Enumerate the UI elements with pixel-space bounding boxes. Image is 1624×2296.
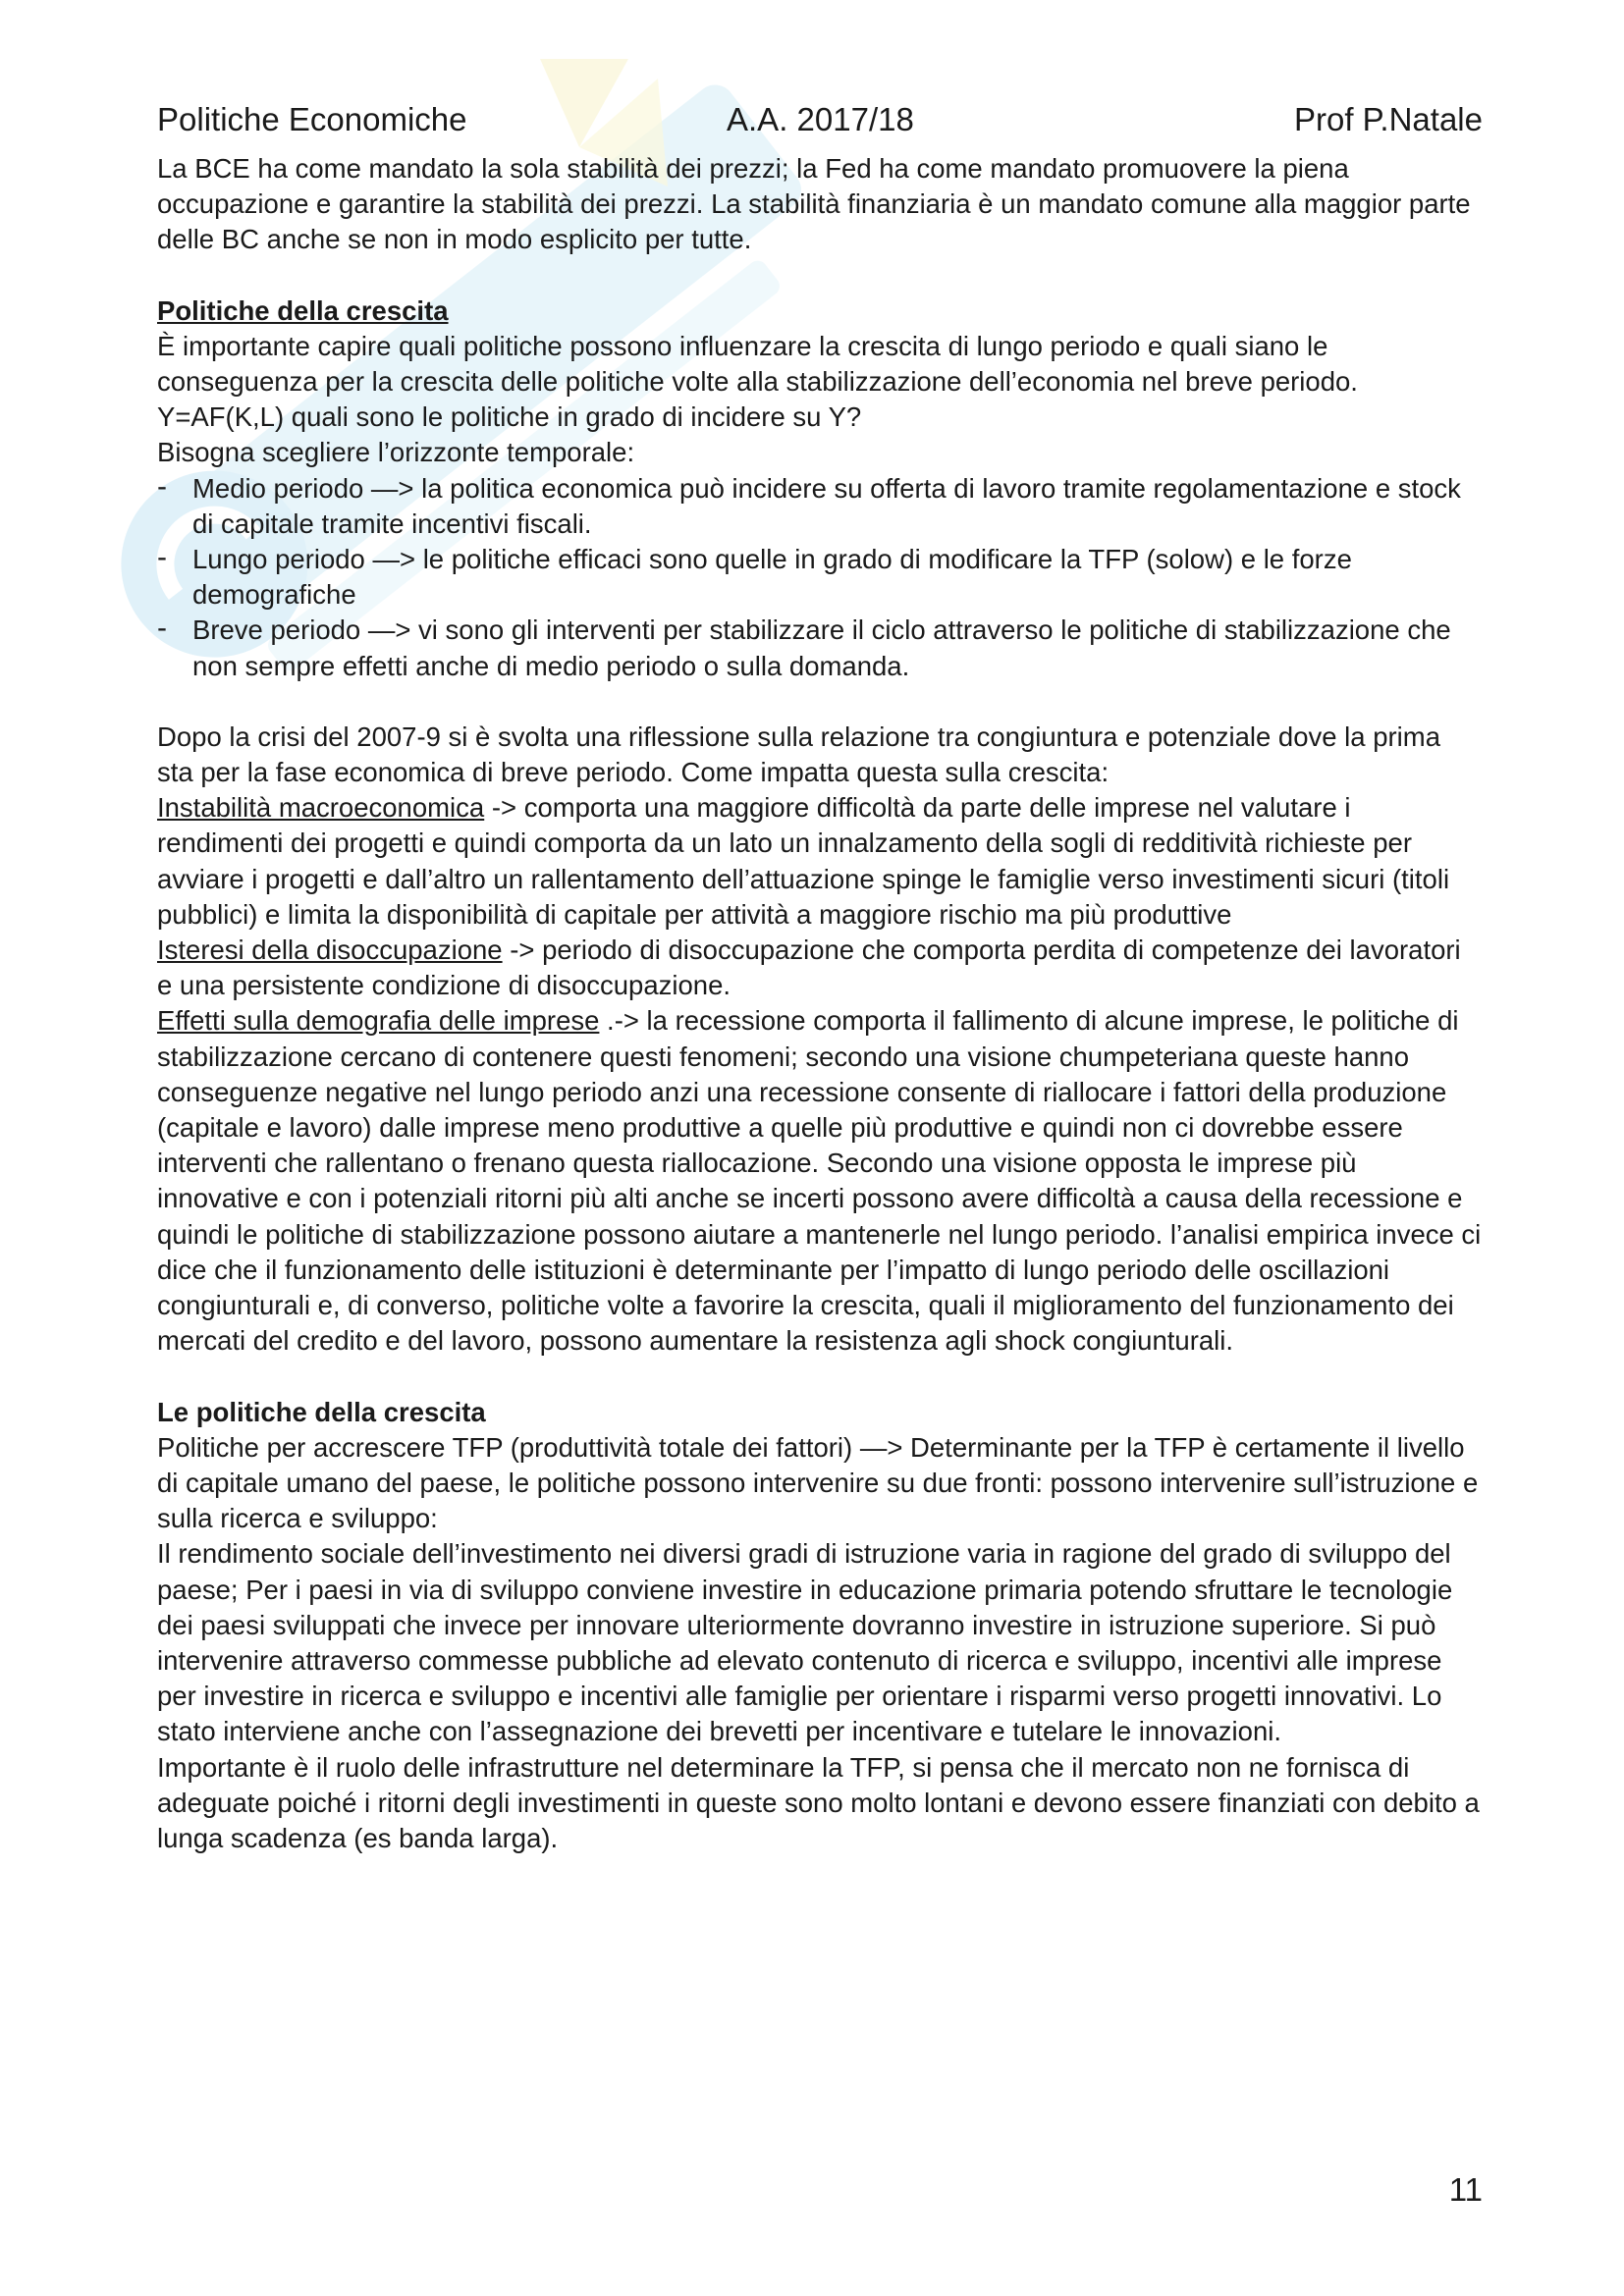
list-item-text: Lungo periodo —> le politiche efficaci sono quelle in grado di modificare la TFP (solow) e le forze demografiche (192, 544, 1352, 611)
paragraph-tfp: Politiche per accrescere TFP (produttività totale dei fattori) —> Determinante per la TFP è certamente il livello di capitale umano del paese, le politiche possono intervenire su due fronti: possono intervenire sull’istruzione e sulla ricerca e sviluppo: (157, 1431, 1479, 1534)
term-instabilita: Instabilità macroeconomica (157, 792, 485, 824)
header-professor: Prof P.Natale (1293, 101, 1483, 137)
section-title-politiche-crescita: Politiche della crescita (157, 294, 449, 326)
term-isteresi: Isteresi della disoccupazione (157, 934, 503, 966)
paragraph-istruzione: Il rendimento sociale dell’investimento nei diversi gradi di istruzione varia in ragione del grado di sviluppo del paese; Per i paesi in via di sviluppo conviene investire in educazione primaria potendo sfruttare le tecnologie dei paesi sviluppati che invece per innovare ulteriormente dovranno investire in istruzione superiore. Si può intervenire attraverso commesse pubbliche ad elevato contenuto di ricerca e sviluppo, incentivi alle imprese per investire in ricerca e sviluppo e incentivi alle famiglie per orientare i risparmi verso progetti innovativi. Lo stato interviene anche con l’assegnazione dei brevetti per incentivare e tutelare le innovazioni. (157, 1538, 1453, 1747)
page-body (157, 151, 1483, 1856)
paragraph-instabilita (157, 790, 1483, 933)
paragraph-demografia (157, 1003, 1483, 1359)
page-header (157, 98, 1483, 141)
section-title-le-politiche-crescita: Le politiche della crescita (157, 1396, 486, 1427)
page-number: 11 (1448, 2171, 1483, 2208)
list-item (157, 471, 1483, 542)
list-item (157, 542, 1483, 613)
term-demografia: Effetti sulla demografia delle imprese (157, 1005, 600, 1037)
paragraph-crisi: Dopo la crisi del 2007-9 si è svolta una riflessione sulla relazione tra congiuntura e potenziale dove la prima sta per la fase economica di breve periodo. Come impatta questa sulla crescita: (157, 721, 1440, 788)
horizon-list (157, 471, 1483, 684)
paragraph-crescita-intro: È importante capire quali politiche possono influenzare la crescita di lungo periodo e quali siano le conseguenza per la crescita delle politiche volte alla stabilizzazione dell’economia nel breve periodo. Y=AF(K,L) quali sono le politiche in grado di incidere su Y? (157, 330, 1358, 433)
paragraph-orizzonte: Bisogna scegliere l’orizzonte temporale: (157, 437, 635, 468)
header-academic-year: A.A. 2017/18 (727, 101, 914, 137)
intro-paragraph: La BCE ha come mandato la sola stabilità dei prezzi; la Fed ha come mandato promuovere la piena occupazione e garantire la stabilità dei prezzi. La stabilità finanziaria è un mandato comune alla maggior parte delle BC anche se non in modo esplicito per tutte. (157, 153, 1471, 255)
instabilita-text: -> comporta una maggiore difficoltà da parte delle imprese nel valutare i rendimenti dei progetti e quindi comporta da un lato un innalzamento della sogli di redditività richieste per avviare i progetti e dall’altro un rallentamento dell’attuazione spinge le famiglie verso investimenti sicuri (titoli pubblici) e limita la disponibilità di capitale per attività a maggiore rischio ma più produttive (157, 792, 1450, 930)
paragraph-infrastrutture: Importante è il ruolo delle infrastrutture nel determinare la TFP, si pensa che il mercato non ne fornisca di adeguate poiché i ritorni degli investimenti in queste sono molto lontani e devono essere finanziati con debito a lunga scadenza (es banda larga). (157, 1751, 1480, 1853)
header-course-title: Politiche Economiche (157, 101, 467, 137)
list-item-text: Breve periodo —> vi sono gli interventi per stabilizzare il ciclo attraverso le politiche di stabilizzazione che non sempre effetti anche di medio periodo o sulla domanda. (192, 614, 1451, 681)
dash-bullet-icon: - (157, 541, 167, 574)
dash-bullet-icon: - (157, 469, 167, 503)
paragraph-isteresi (157, 933, 1483, 1003)
dash-bullet-icon: - (157, 612, 167, 645)
list-item-text: Medio periodo —> la politica economica può incidere su offerta di lavoro tramite regolamentazione e stock di capitale tramite incentivi fiscali. (192, 472, 1461, 539)
isteresi-text: -> periodo di disoccupazione che comporta perdita di competenze dei lavoratori e una persistente condizione di disoccupazione. (157, 934, 1461, 1001)
list-item (157, 613, 1483, 683)
demografia-text: .-> la recessione comporta il fallimento di alcune imprese, le politiche di stabilizzazione cercano di contenere questi fenomeni; secondo una visione chumpeteriana queste hanno conseguenze negative nel lungo periodo anzi una recessione consente di riallocare i fattori della produzione (capitale e lavoro) dalle imprese meno produttive a quelle più produttive e quindi non ci dovrebbe essere interventi che rallentano o frenano questa riallocazione. Secondo una visione opposta le imprese più innovative e con i potenziali ritorni più alti anche se incerti possono avere difficoltà a causa della recessione e quindi le politiche di stabilizzazione possono aiutare a mantenerle nel lungo periodo. l’analisi empirica invece ci dice che il funzionamento delle istituzioni è determinante per l’impatto di lungo periodo delle oscillazioni congiunturali e, di converso, politiche volte a favorire la crescita, quali il miglioramento del funzionamento dei mercati del credito e del lavoro, possono aumentare la resistenza agli shock congiunturali. (157, 1005, 1482, 1357)
